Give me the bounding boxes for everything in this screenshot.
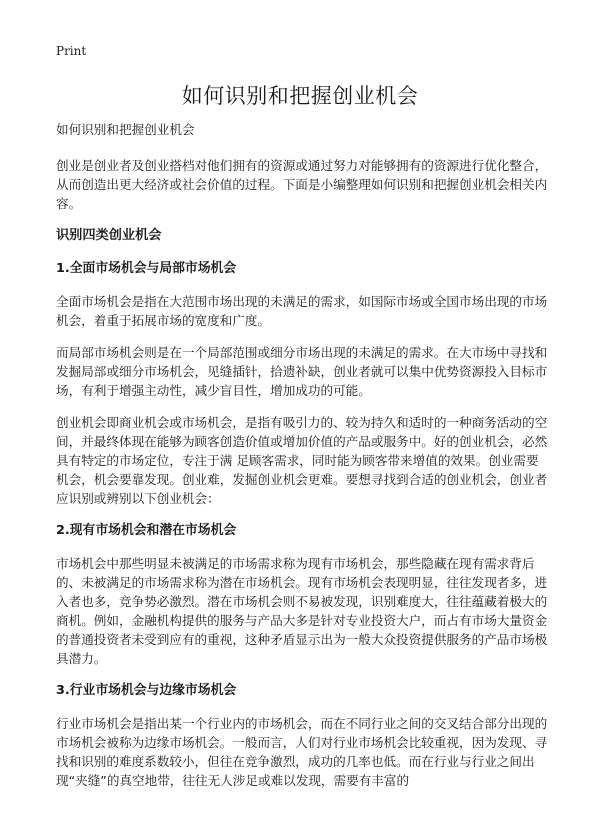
paragraph: 市场机会中那些明显未被满足的市场需求称为现有市场机会，那些隐藏在现有需求背后的、未被满足的市场需求称为潜在市场机会。现有市场机会表现明显，往往发现者多，进入者也多，竞争势必激烈。潜在市场机会则不易被发现，识别难度大，往往蕴藏着极大的商机。例如，金融机构提供的服务与产品大多是针对专业投资大户，而占有市场大量资金的普通投资者未受到应有的重视，这种矛盾显示出为一般大众投资提供服务的产品市场极具潜力。: [56, 556, 548, 666]
article-body: [56, 120, 548, 790]
paragraph: 全面市场机会是指在大范围市场出现的未满足的需求，如国际市场或全国市场出现的市场机会，着重于拓展市场的宽度和广度。: [56, 294, 548, 328]
intro-paragraph: 创业是创业者及创业搭档对他们拥有的资源或通过努力对能够拥有的资源进行优化整合，从而创造出更大经济或社会价值的过程。下面是小编整理如何识别和把握创业机会相关内容。: [56, 158, 548, 211]
subsection-heading-2: 2.现有市场机会和潜在市场机会: [56, 523, 237, 538]
print-link[interactable]: Print: [56, 44, 87, 58]
section-heading: 识别四类创业机会: [56, 228, 162, 243]
subsection-heading-1: 1.全面市场机会与局部市场机会: [56, 261, 237, 276]
paragraph: 而局部市场机会则是在一个局部范围或细分市场出现的未满足的需求。在大市场中寻找和发掘局部或细分市场机会，见缝插针，拾遗补缺，创业者就可以集中优势资源投入目标市场，有利于增强主动性，减少盲目性，增加成功的可能。: [56, 345, 548, 398]
subsection-heading-3: 3.行业市场机会与边缘市场机会: [56, 683, 237, 698]
paragraph: 创业机会即商业机会或市场机会，是指有吸引力的、较为持久和适时的一种商务活动的空间，并最终体现在能够为顾客创造价值或增加价值的产品或服务中。好的创业机会，必然具有特定的市场定位，专注于满 足顾客需求，同时能为顾客带来增值的效果。创业需要机会，机会要靠发现。创业难，发掘创业机会更难。要想寻找到合适的创业机会，创业者应识别或辨别以下创业机会：: [56, 415, 548, 506]
article-subtitle: 如何识别和把握创业机会: [56, 122, 195, 137]
paragraph: 行业市场机会是指出某一个行业内的市场机会，而在不同行业之间的交叉结合部分出现的市场机会被称为边缘市场机会。一般而言，人们对行业市场机会比较重视，因为发现、寻找和识别的难度系数较小，但往在竞争激烈，成功的几率也低。而在行业与行业之间出现“夹缝”的真空地带，往往无人涉足或难以发现，需要有丰富的: [56, 716, 548, 788]
page-title: 如何识别和把握创业机会: [181, 84, 419, 108]
